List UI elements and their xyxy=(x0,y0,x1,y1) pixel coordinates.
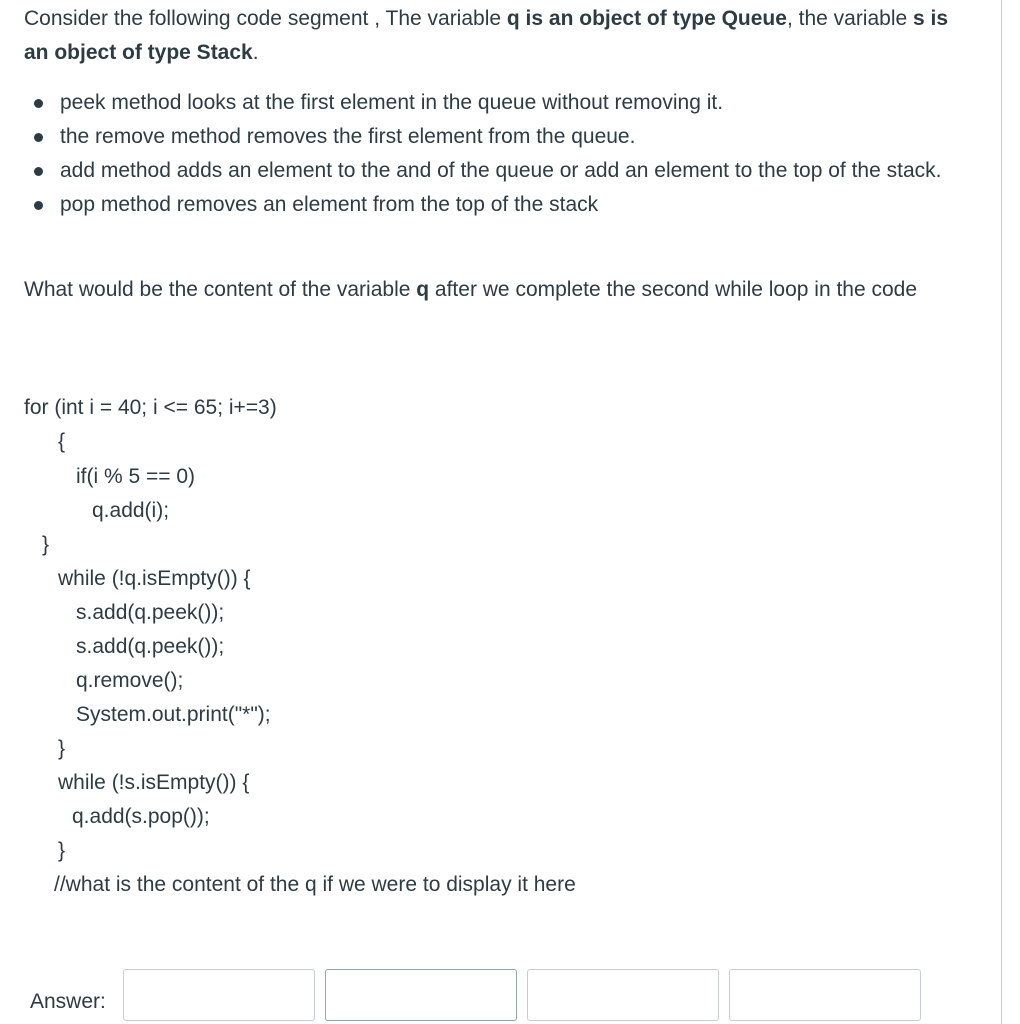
intro-text-3: . xyxy=(252,41,259,64)
code-line: for (int i = 40; i <= 65; i+=3) xyxy=(24,396,277,419)
code-line: } xyxy=(58,839,66,862)
code-line: { xyxy=(58,430,66,453)
answer-input-1[interactable] xyxy=(123,969,315,1021)
code-line: q.remove(); xyxy=(76,669,184,692)
bullet-pop: pop method removes an element from the top of the stack xyxy=(24,188,964,222)
code-line: s.add(q.peek()); xyxy=(76,635,225,658)
intro-paragraph xyxy=(24,2,974,70)
question-bold-q: q xyxy=(416,278,430,301)
answer-label: Answer: xyxy=(30,990,106,1013)
code-line: } xyxy=(58,737,66,760)
code-line: q.add(i); xyxy=(92,499,170,522)
code-line: if(i % 5 == 0) xyxy=(76,465,196,488)
intro-bold-stack: s is an object of type Stack xyxy=(24,7,949,64)
answer-input-3[interactable] xyxy=(527,969,719,1021)
right-border xyxy=(1001,0,1002,1024)
code-line: s.add(q.peek()); xyxy=(76,601,225,624)
answer-input-4[interactable] xyxy=(729,969,921,1021)
code-line: } xyxy=(42,533,50,556)
bullet-remove: the remove method removes the first element from the queue. xyxy=(24,120,964,154)
bullet-add: add method adds an element to the and of the queue or add an element to the top of the stack. xyxy=(24,154,964,188)
intro-text-2: , the variable xyxy=(786,7,914,30)
answer-input-2[interactable] xyxy=(325,969,517,1021)
question-text-1: What would be the content of the variable xyxy=(24,278,417,301)
method-list xyxy=(24,86,964,222)
code-comment: //what is the content of the q if we were to display it here xyxy=(54,873,576,896)
code-line: System.out.print("*"); xyxy=(76,703,271,726)
code-line: q.add(s.pop()); xyxy=(72,805,210,828)
intro-text-1: Consider the following code segment , The variable xyxy=(24,7,507,30)
code-line: while (!s.isEmpty()) { xyxy=(58,771,250,794)
question-text-2: after we complete the second while loop in the code xyxy=(429,278,918,301)
bullet-peek: peek method looks at the first element in the queue without removing it. xyxy=(24,86,964,120)
code-line: while (!q.isEmpty()) { xyxy=(58,567,251,590)
question-paragraph xyxy=(24,273,974,307)
intro-bold-queue: q is an object of type Queue xyxy=(506,7,787,30)
